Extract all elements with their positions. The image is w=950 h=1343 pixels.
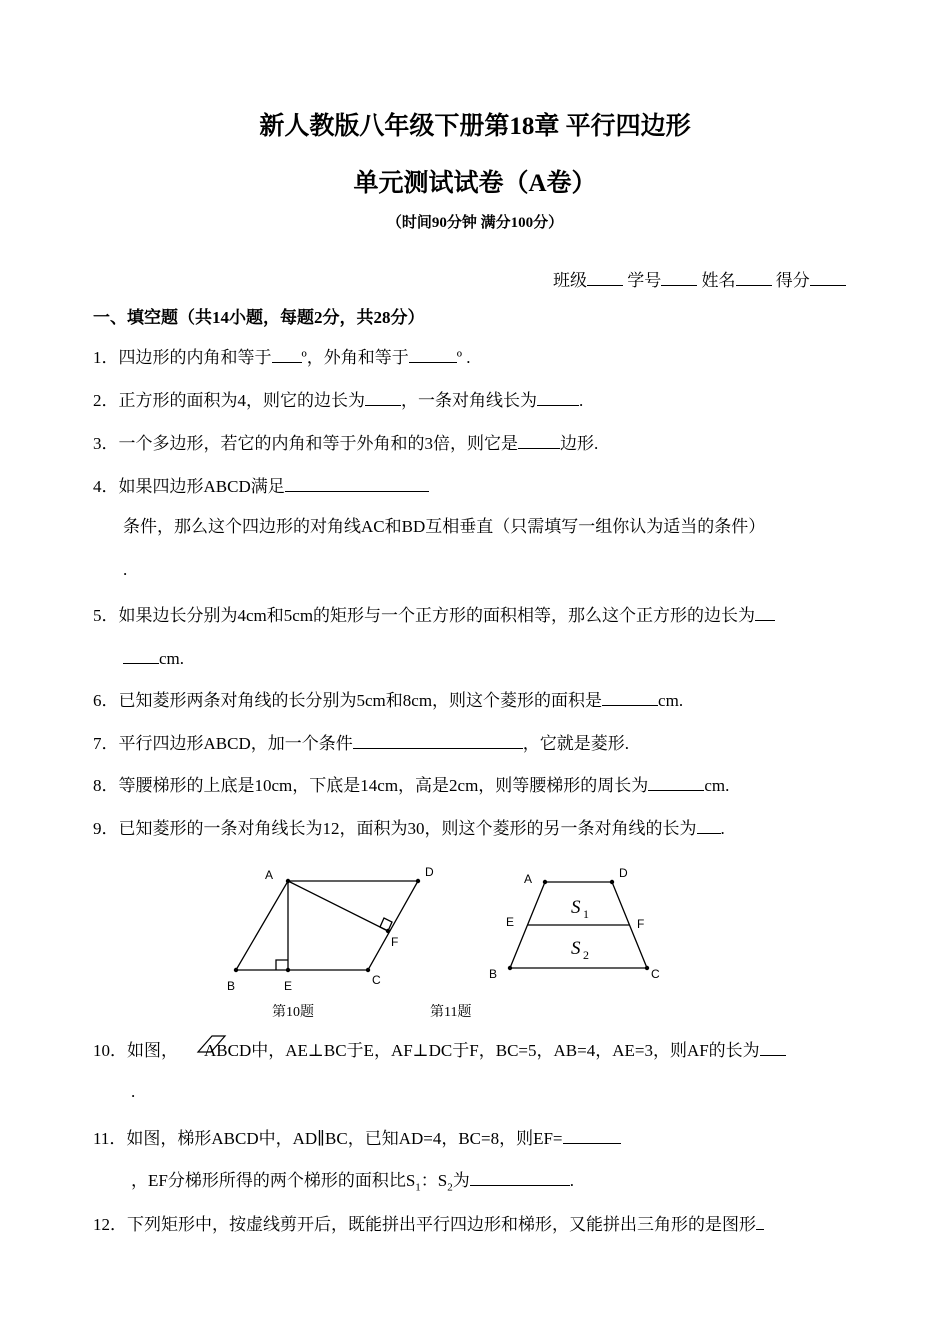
question-text: cm. [658, 691, 684, 710]
area-s1-label: S [571, 897, 581, 918]
answer-blank[interactable] [563, 1126, 621, 1144]
question-11-continued [131, 1168, 574, 1198]
question-10 [93, 1038, 786, 1062]
question-4-period: . [123, 560, 128, 579]
question-text: 为 [452, 1171, 470, 1190]
point-a [543, 880, 547, 884]
question-text: 如图， [127, 1041, 178, 1060]
right-angle-e-marker [276, 960, 288, 970]
question-number: 3． [93, 434, 119, 453]
page-title: 新人教版八年级下册第18章 平行四边形 [259, 113, 691, 140]
info-label-student-id: 学号 [627, 271, 662, 290]
label-d: D [619, 866, 628, 880]
question-text: cm. [704, 776, 730, 795]
label-e: E [506, 915, 515, 929]
label-b: B [489, 967, 498, 981]
question-number: 6． [93, 691, 119, 710]
point-f [386, 929, 390, 933]
question-number: 10． [93, 1041, 127, 1060]
question-text: 四边形的内角和等于 [118, 348, 272, 367]
area-s1-subscript: 1 [583, 907, 589, 921]
subscript: 1 [415, 1181, 421, 1194]
info-label-score: 得分 [775, 271, 810, 290]
label-a: A [524, 872, 533, 886]
question-text: ABCD中，AE⊥BC于E，AF⊥DC于F，BC=5，AB=4，AE=3，则AF的长为 [204, 1041, 760, 1060]
question-text: . [579, 391, 584, 410]
info-label-class: 班级 [553, 271, 587, 290]
figure-10-caption: 第10题 [272, 1005, 314, 1020]
question-number: 8． [93, 776, 119, 795]
figure-11-caption: 第11题 [430, 1005, 472, 1020]
question-number: 9． [93, 819, 119, 838]
question-text: 如果边长分别为4cm和5cm的矩形与一个正方形的面积相等，那么这个正方形的边长为 [118, 606, 756, 625]
point-b [234, 968, 238, 972]
altitude-af [288, 881, 388, 931]
question-11 [93, 1126, 621, 1150]
question-text: ，它就是菱形. [522, 734, 629, 753]
question-10-period: . [131, 1082, 136, 1101]
figure-10-parallelogram [236, 881, 418, 970]
question-text: 如果四边形ABCD满足 [118, 477, 285, 496]
question-text: . [569, 1171, 575, 1190]
question-4-continued: 条件，那么这个四边形的对角线AC和BD互相垂直（只需填写一组你认为适当的条件） [123, 517, 766, 536]
question-text: 等腰梯形的上底是10cm，下底是14cm，高是2cm，则等腰梯形的周长为 [118, 776, 649, 795]
question-number: 5． [93, 606, 119, 625]
question-text: 一个多边形，若它的内角和等于外角和的3倍，则它是 [118, 434, 518, 453]
question-text: 已知菱形两条对角线的长分别为5cm和8cm，则这个菱形的面积是 [118, 691, 603, 710]
label-c: C [651, 967, 660, 981]
label-a: A [265, 868, 274, 882]
point-e [286, 968, 290, 972]
point-d [416, 879, 420, 883]
point-c [366, 968, 370, 972]
answer-blank[interactable] [470, 1168, 570, 1186]
question-number: 2． [93, 391, 119, 410]
area-s2-label: S [571, 938, 581, 959]
question-text: 平行四边形ABCD，加一个条件 [118, 734, 353, 753]
label-b: B [227, 979, 236, 993]
answer-blank[interactable] [760, 1038, 786, 1056]
point-c [645, 966, 649, 970]
question-text: cm. [159, 649, 185, 668]
question-text: ，一条对角线长为 [401, 391, 537, 410]
label-f: F [637, 917, 645, 931]
page-title-line2: 单元测试试卷（A卷） [353, 170, 597, 197]
point-a [286, 879, 290, 883]
label-d: D [425, 865, 434, 879]
question-text: . [720, 819, 725, 838]
question-text: 正方形的面积为4，则它的边长为 [118, 391, 365, 410]
question-text: º，外角和等于 [301, 348, 409, 367]
question-text: º . [456, 348, 471, 367]
point-b [508, 966, 512, 970]
question-text: ，EF分梯形所得的两个梯形的面积比S [131, 1171, 416, 1190]
question-text: 边形. [560, 434, 599, 453]
question-text: 下列矩形中，按虚线剪开后，既能拼出平行四边形和梯形，又能拼出三角形的是图形 [127, 1215, 756, 1234]
section-heading: 一、填空题（共14小题，每题2分，共28分） [93, 308, 425, 327]
question-number: 7． [93, 734, 119, 753]
question-number: 1． [93, 348, 119, 367]
question-number: 4． [93, 477, 119, 496]
answer-blank[interactable] [756, 1212, 764, 1230]
point-d [610, 880, 614, 884]
label-e: E [284, 979, 293, 993]
question-text: 如图，梯形ABCD中，AD∥BC，已知AD=4，BC=8，则EF= [126, 1129, 563, 1148]
exam-duration-subtitle: （时间90分钟 满分100分） [386, 215, 564, 231]
label-c: C [372, 973, 381, 987]
question-number: 12． [93, 1215, 127, 1234]
question-text: ：S [420, 1171, 448, 1190]
question-12 [93, 1212, 764, 1236]
info-label-name: 姓名 [701, 271, 736, 290]
area-s2-subscript: 2 [583, 948, 589, 962]
question-text: 已知菱形的一条对角线长为12，面积为30，则这个菱形的另一条对角线的长为 [118, 819, 697, 838]
right-angle-f-marker [380, 918, 392, 931]
label-f: F [391, 935, 399, 949]
question-number: 11． [93, 1129, 127, 1148]
subscript: 2 [447, 1181, 453, 1194]
